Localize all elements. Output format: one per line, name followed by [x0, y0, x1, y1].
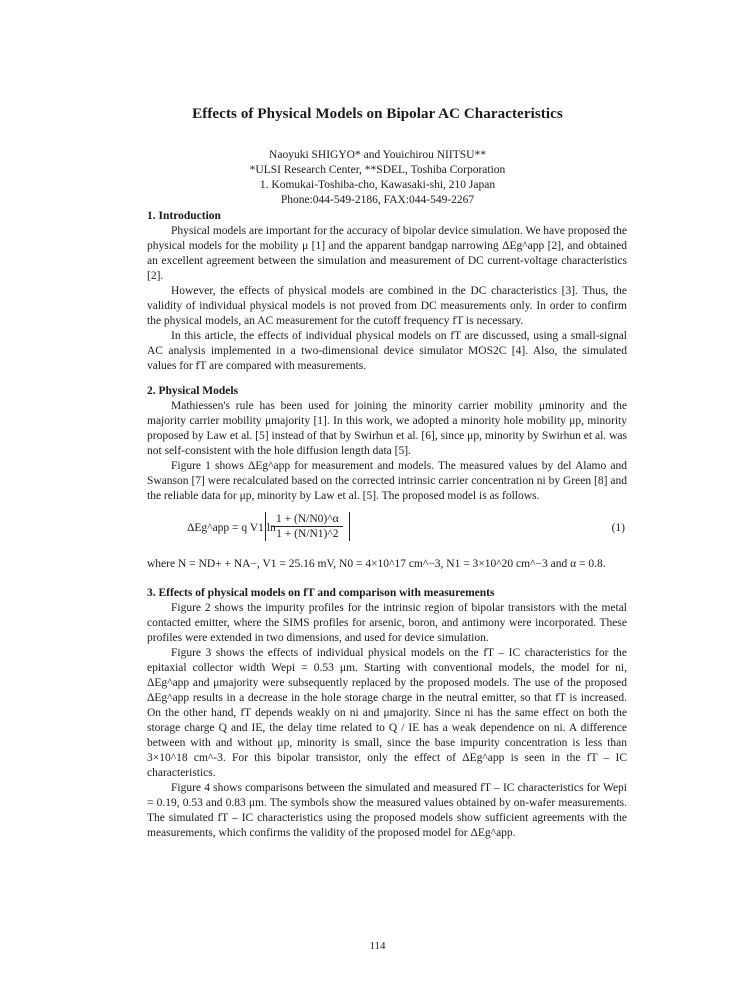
equation-denominator: 1 + (N/N1)^2: [276, 528, 339, 540]
author-affiliation: *ULSI Research Center, **SDEL, Toshiba Corporation: [249, 164, 506, 176]
equation-lhs: ΔEg^app = q V1 ln: [187, 522, 276, 534]
section-heading: 1. Introduction: [147, 210, 221, 222]
section-introduction: [147, 209, 627, 374]
equation-where-clause: where N = ND+ + NA−, V1 = 25.16 mV, N0 = 4×10^17 cm^−3, N1 = 3×10^20 cm^−3 and α = 0.8.: [147, 558, 606, 570]
paragraph: Figure 3 shows the effects of individual physical models on the fT – IC characteristics for the epitaxial collector width Wepi = 0.53 μm. Starting with conventional models, the model for ni, ΔEg^app and μmajority were subsequently replaced by the proposed models. The use of the proposed ΔEg^app results in a decrease in the hole storage charge in the neutral emitter, so that fT is increased. On the other hand, fT depends weakly on ni and μmajority. Since ni has the same effect on both the storage charge Q and IE, the delay time related to Q / IE has a weak dependence on ni. A difference between with and without μp, minority is small, since the base impurity concentration is less than 3×10^18 cm^-3. For this bipolar transistor, only the effect of ΔEg^app is seen in the fT – IC characteristics.: [147, 647, 627, 779]
section-effects: [147, 586, 627, 841]
paragraph: Mathiessen's rule has been used for joining the minority carrier mobility μminority and the majority carrier mobility μmajority [1]. In this work, we adopted a minority hole mobility μp, minority proposed by Law et al. [5] instead of that by Swirhun et al. [6], since μp, minority by Swirhun et al. was not self-consistent with the hole diffusion length data [5].: [147, 400, 627, 457]
author-names: Naoyuki SHIGYO* and Youichirou NIITSU**: [269, 149, 486, 161]
paragraph: Figure 4 shows comparisons between the simulated and measured fT – IC characteristics for Wepi = 0.19, 0.53 and 0.83 μm. The symbols show the measured values obtained by on-wafer measurements. The simulated fT – IC characteristics using the proposed models show sufficient agreements with the measurements, which confirms the validity of the proposed model for ΔEg^app.: [147, 782, 627, 839]
author-contact: Phone:044-549-2186, FAX:044-549-2267: [280, 194, 475, 206]
equation-fraction: [265, 512, 350, 541]
paragraph: Figure 2 shows the impurity profiles for the intrinsic region of bipolar transistors with the metal contacted emitter, where the SIMS profiles for arsenic, boron, and antimony were incorporated. These profiles were extended in two dimensions, and used for device simulation.: [147, 602, 627, 644]
paragraph: However, the effects of physical models are combined in the DC characteristics [3]. Thus, the validity of individual physical models is not proved from DC measurements only. In order to confirm the physical models, an AC measurement for the cutoff frequency fT is necessary.: [147, 285, 627, 327]
paragraph: In this article, the effects of individual physical models on fT are discussed, using a small-signal AC analysis implemented in a two-dimensional device simulator MOS2C [4]. Also, the simulated values for fT are compared with measurements.: [147, 330, 627, 372]
page-number: 114: [369, 940, 386, 952]
equation-numerator: 1 + (N/N0)^α: [272, 512, 343, 527]
section-physical-models: [147, 384, 627, 504]
paper-title: Effects of Physical Models on Bipolar AC Characteristics: [192, 106, 563, 122]
equation-number: (1): [611, 522, 625, 534]
section-heading: 2. Physical Models: [147, 385, 239, 397]
section-heading: 3. Effects of physical models on fT and comparison with measurements: [147, 587, 495, 599]
paragraph: Physical models are important for the accuracy of bipolar device simulation. We have proposed the physical models for the mobility μ [1] and the apparent bandgap narrowing ΔEg^app [2], and obtained an excellent agreement between the simulation and measurement of DC current-voltage characteristics [2].: [147, 225, 627, 282]
equation-1: [147, 510, 627, 552]
author-address: 1. Komukai-Toshiba-cho, Kawasaki-shi, 210 Japan: [259, 179, 496, 191]
paragraph: Figure 1 shows ΔEg^app for measurement and models. The measured values by del Alamo and Swanson [7] were recalculated based on the corrected intrinsic carrier concentration ni by Green [8] and the reliable data for μp, minority by Law et al. [5]. The proposed model is as follows.: [147, 460, 627, 502]
author-block: [0, 148, 755, 208]
